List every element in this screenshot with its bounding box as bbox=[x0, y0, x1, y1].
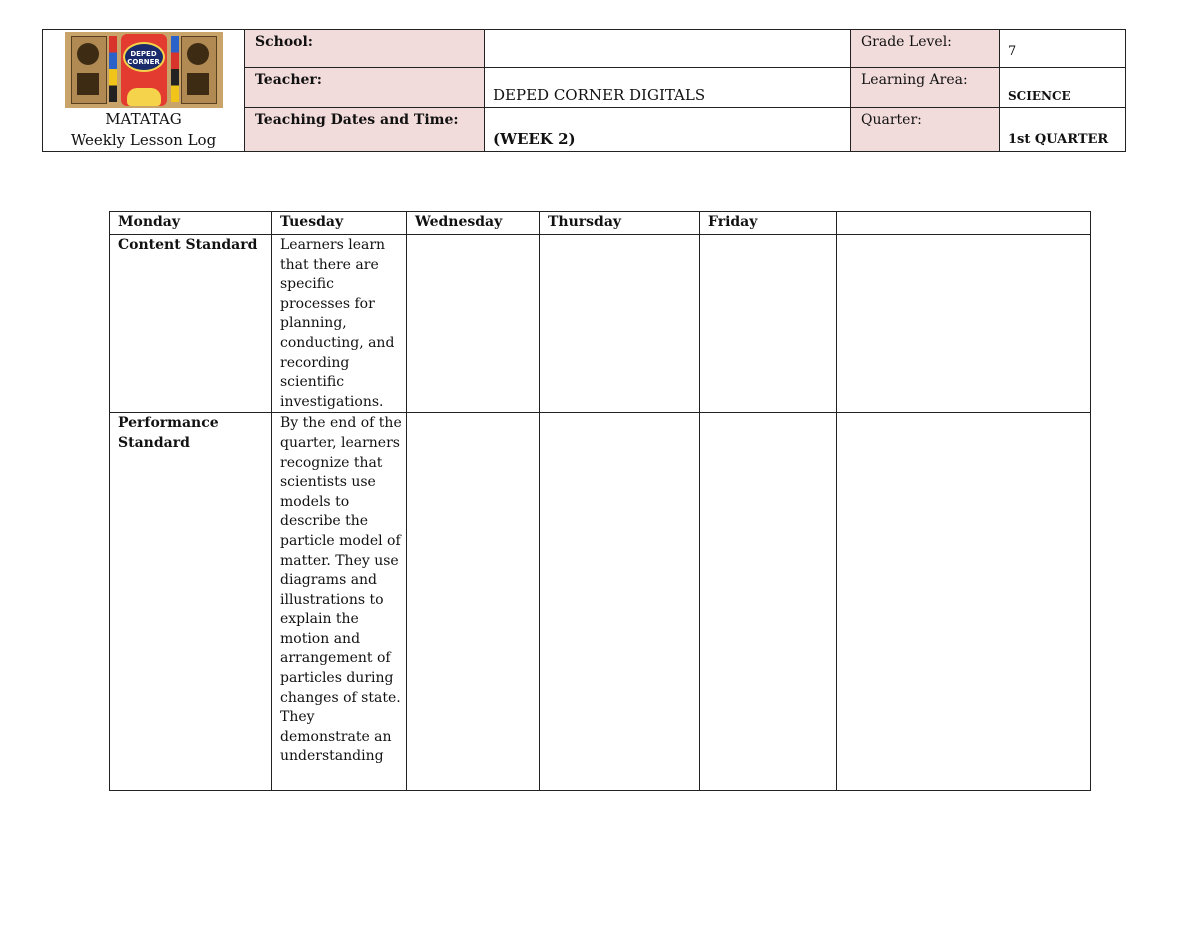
grade-label: Grade Level: bbox=[861, 34, 952, 50]
row-label-content-standard: Content Standard bbox=[110, 235, 272, 413]
col-header-monday: Monday bbox=[110, 212, 272, 235]
table-cell bbox=[700, 413, 837, 791]
deped-corner-logo-icon bbox=[65, 32, 223, 108]
teacher-label: Teacher: bbox=[255, 72, 322, 88]
quarter-label: Quarter: bbox=[861, 112, 922, 128]
performance-standard-text: By the end of the quarter, learners recognize that scientists use models to describe the particle model of matter. They use diagrams and illustrations to explain the motion and arrangement of particles during changes of state. They demonstrate an understanding bbox=[272, 413, 407, 791]
teacher-value-cell bbox=[485, 68, 851, 108]
table-cell bbox=[700, 235, 837, 413]
log-title-weekly: Weekly Lesson Log bbox=[70, 131, 217, 149]
area-label: Learning Area: bbox=[861, 72, 968, 88]
area-value: SCIENCE bbox=[1008, 89, 1071, 103]
performance-standard-row bbox=[110, 413, 1091, 791]
col-header-friday: Friday bbox=[700, 212, 837, 235]
dates-value-cell bbox=[485, 108, 851, 152]
quarter-label-cell bbox=[851, 108, 1000, 152]
quarter-value-cell bbox=[1000, 108, 1126, 152]
quarter-value: 1st QUARTER bbox=[1008, 132, 1109, 147]
col-header-tuesday: Tuesday bbox=[272, 212, 407, 235]
table-cell bbox=[540, 413, 700, 791]
content-standard-text: Learners learn that there are specific processes for planning, conducting, and recording scientific investigations. bbox=[272, 235, 407, 413]
table-cell bbox=[837, 235, 1091, 413]
dates-label-cell bbox=[245, 108, 485, 152]
table-cell bbox=[407, 413, 540, 791]
area-label-cell bbox=[851, 68, 1000, 108]
log-title-matatag: MATATAG bbox=[105, 110, 182, 128]
grade-label-cell bbox=[851, 30, 1000, 68]
weekly-lesson-table bbox=[109, 211, 1091, 791]
grade-value: 7 bbox=[1008, 44, 1017, 59]
table-cell bbox=[540, 235, 700, 413]
dates-value: (WEEK 2) bbox=[493, 130, 576, 148]
col-header-wednesday: Wednesday bbox=[407, 212, 540, 235]
logo-cell bbox=[43, 30, 245, 152]
table-cell bbox=[407, 235, 540, 413]
logo-text: DEPED CORNER bbox=[127, 50, 160, 66]
col-header-extra bbox=[837, 212, 1091, 235]
content-standard-row bbox=[110, 235, 1091, 413]
school-value-cell bbox=[485, 30, 851, 68]
teacher-value: DEPED CORNER DIGITALS bbox=[493, 86, 706, 104]
grade-value-cell bbox=[1000, 30, 1126, 68]
row-label-performance-standard: Performance Standard bbox=[110, 413, 272, 791]
dates-label: Teaching Dates and Time: bbox=[255, 112, 459, 128]
day-header-row bbox=[110, 212, 1091, 235]
teacher-label-cell bbox=[245, 68, 485, 108]
lesson-log-header bbox=[42, 29, 1126, 152]
col-header-thursday: Thursday bbox=[540, 212, 700, 235]
area-value-cell bbox=[1000, 68, 1126, 108]
school-label-cell bbox=[245, 30, 485, 68]
school-label: School: bbox=[255, 34, 313, 50]
table-cell bbox=[837, 413, 1091, 791]
